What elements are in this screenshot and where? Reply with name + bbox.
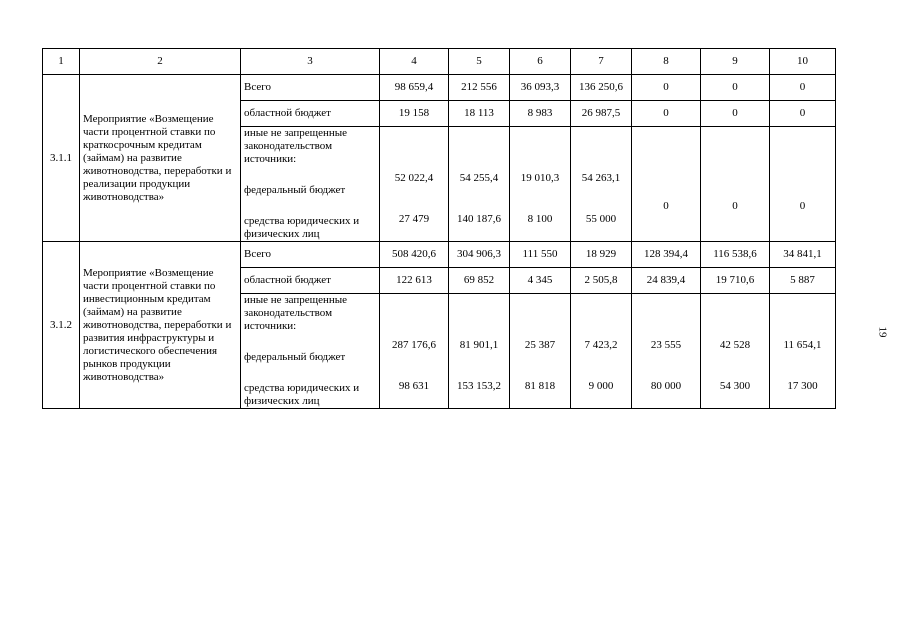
value-cell: 36 093,3 [510, 75, 571, 101]
value-federal: 287 176,6 [392, 339, 436, 351]
value-stack [510, 127, 571, 242]
value-cell: 5 887 [770, 268, 836, 294]
value-federal: 81 901,1 [459, 339, 499, 351]
row-label-federal: федеральный бюджет [244, 184, 346, 196]
page-number: 19 [876, 326, 889, 338]
header-cell: 2 [80, 49, 241, 75]
value-cell: 0 [701, 101, 770, 127]
row-label-regional: областной бюджет [241, 101, 380, 127]
value-cell: 19 158 [380, 101, 449, 127]
value-legal: 98 631 [398, 380, 430, 392]
value-cell: 0 [770, 101, 836, 127]
header-cell: 4 [380, 49, 449, 75]
value-cell: 24 839,4 [632, 268, 701, 294]
value-cell: 4 345 [510, 268, 571, 294]
value-federal: 42 528 [719, 339, 751, 351]
other-sources-label: иные не запрещенные законодательством источники: [244, 127, 348, 165]
header-cell: 8 [632, 49, 701, 75]
value-cell: 8 983 [510, 101, 571, 127]
value-cell: 212 556 [449, 75, 510, 101]
header-cell: 10 [770, 49, 836, 75]
value-legal: 54 300 [719, 380, 751, 392]
value-cell: 19 710,6 [701, 268, 770, 294]
value-cell: 508 420,6 [380, 242, 449, 268]
value-federal: 54 263,1 [581, 172, 621, 184]
value-stack [449, 294, 510, 409]
value-legal: 27 479 [398, 213, 430, 225]
other-sources-label: иные не запрещенные законодательством источники: [244, 294, 348, 332]
header-cell: 6 [510, 49, 571, 75]
row-label-legal: средства юридических и физических лиц [244, 382, 360, 407]
value-cell: 18 113 [449, 101, 510, 127]
row-label-federal: федеральный бюджет [244, 351, 346, 363]
row-label-sources [241, 294, 380, 409]
table-row [43, 242, 836, 268]
value-cell: 116 538,6 [701, 242, 770, 268]
activity-code: 3.1.1 [43, 75, 80, 242]
value-federal: 54 255,4 [459, 172, 499, 184]
value-stack [571, 127, 632, 242]
value-legal: 153 153,2 [457, 380, 501, 392]
activity-name: Мероприятие «Возмещение части процентной ставки по инвестиционным кредитам (займам) на развитие животноводства, переработки и развития инфраструктуры и логистического обеспечения рынков продукции животноводства» [80, 242, 241, 409]
value-cell: 122 613 [380, 268, 449, 294]
value-cell: 0 [701, 75, 770, 101]
value-federal: 7 423,2 [584, 339, 618, 351]
value-legal: 80 000 [650, 380, 682, 392]
header-cell: 3 [241, 49, 380, 75]
value-stack [510, 294, 571, 409]
value-cell: 111 550 [510, 242, 571, 268]
value-cell: 304 906,3 [449, 242, 510, 268]
row-label-total: Всего [241, 242, 380, 268]
header-cell: 7 [571, 49, 632, 75]
value-federal: 25 387 [524, 339, 556, 351]
value-cell: 128 394,4 [632, 242, 701, 268]
value-cell: 26 987,5 [571, 101, 632, 127]
value-legal: 0 [663, 200, 669, 212]
activity-code: 3.1.2 [43, 242, 80, 409]
value-cell: 69 852 [449, 268, 510, 294]
value-cell: 34 841,1 [770, 242, 836, 268]
value-legal: 81 818 [524, 380, 556, 392]
row-label-sources [241, 127, 380, 242]
value-legal: 9 000 [588, 380, 614, 392]
value-stack [571, 294, 632, 409]
value-federal: 23 555 [650, 339, 682, 351]
value-stack [449, 127, 510, 242]
value-stack [701, 294, 770, 409]
value-federal: 19 010,3 [520, 172, 560, 184]
value-stack [632, 294, 701, 409]
value-cell: 0 [632, 75, 701, 101]
value-cell: 0 [770, 75, 836, 101]
value-stack [380, 294, 449, 409]
value-cell: 0 [632, 101, 701, 127]
header-cell: 9 [701, 49, 770, 75]
header-cell: 5 [449, 49, 510, 75]
row-label-total: Всего [241, 75, 380, 101]
value-legal: 0 [799, 200, 806, 212]
value-stack [701, 127, 770, 242]
value-legal: 8 100 [527, 213, 553, 225]
header-row [43, 49, 836, 75]
value-cell: 98 659,4 [380, 75, 449, 101]
value-legal: 17 300 [787, 380, 818, 392]
value-legal: 140 187,6 [457, 213, 501, 225]
value-federal: 52 022,4 [394, 172, 434, 184]
value-stack [380, 127, 449, 242]
value-stack [770, 294, 836, 409]
value-cell: 18 929 [571, 242, 632, 268]
value-cell: 136 250,6 [571, 75, 632, 101]
table-row [43, 75, 836, 101]
header-cell: 1 [43, 49, 80, 75]
value-legal: 55 000 [585, 213, 617, 225]
value-federal: 11 654,1 [783, 339, 822, 351]
row-label-regional: областной бюджет [241, 268, 380, 294]
value-cell: 2 505,8 [571, 268, 632, 294]
activity-name: Мероприятие «Возмещение части процентной ставки по краткосрочным кредитам (займам) на развитие животноводства, переработки и реализации продукции животноводства» [80, 75, 241, 242]
value-legal: 0 [732, 200, 738, 212]
row-label-legal: средства юридических и физических лиц [244, 215, 360, 240]
budget-table [42, 48, 836, 409]
value-stack [770, 127, 836, 242]
value-stack [632, 127, 701, 242]
